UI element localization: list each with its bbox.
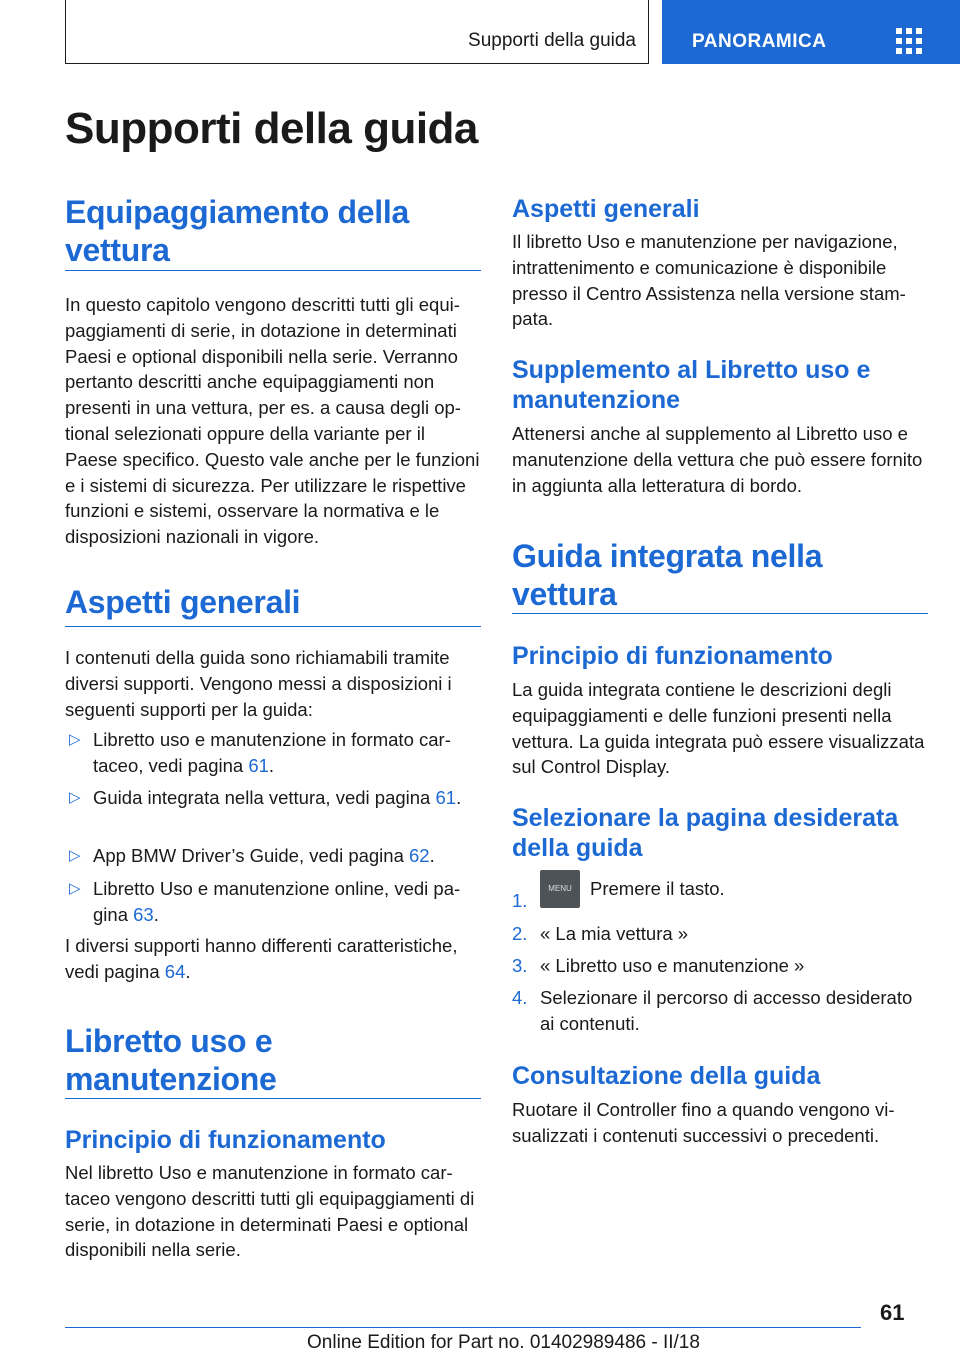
page-title: Supporti della guida [65, 104, 478, 153]
header-section-title: Supporti della guida [468, 30, 636, 51]
grid-icon [896, 28, 922, 54]
page-link[interactable]: 61 [248, 754, 269, 776]
footer-divider [65, 1327, 861, 1328]
page-link[interactable]: 62 [409, 845, 430, 866]
divider [65, 1098, 481, 1099]
principle-text: Nel libretto Uso e manutenzione in formato cartaceo vengono descritti tutti gli equipaggiamenti di serie, in dotazione in determinati Paesi e optional disponibili nella serie. [65, 1162, 475, 1261]
consult-heading: Consultazione della guida [512, 1062, 821, 1090]
principle-heading: Principio di funzionamento [65, 1126, 386, 1154]
general-subheading: Aspetti generali [512, 195, 700, 223]
principle-subtext: La guida integrata contiene le descrizioni degli equipaggiamenti e delle funzioni presenti nella vettura. La guida integrata può essere visualizzata sul Control Display. [512, 679, 925, 778]
edition-text: Online Edition for Part no. 01402989486 - II/18 [307, 1332, 700, 1353]
differences-text: I diversi supporti hanno differenti caratteristiche, vedi pagina 64. [65, 935, 458, 982]
divider [65, 626, 481, 627]
consult-text: Ruotare il Controller fino a quando vengono visualizzati i contenuti successivi o precedenti. [512, 1099, 895, 1146]
page-link[interactable]: 64 [164, 960, 186, 982]
manual-heading: Libretto uso e manutenzione [65, 1023, 277, 1097]
panoramica-tab-label: PANORAMICA [692, 31, 827, 52]
general-text: I contenuti della guida sono richiamabili tramite diversi supporti. Vengono messi a disposizioni i seguenti supporti per la guida: [65, 647, 452, 720]
principle-subheading: Principio di funzionamento [512, 642, 833, 670]
equipment-text: In questo capitolo vengono descritti tutti gli equipaggiamenti di serie, in dotazione in determinati Paesi e optional disponibili nella serie. Verranno pertanto descritti anche equipaggiamenti non presenti in una vettura, per es. a causa degli optional selezionati oppure della variante per il Paese specifico. Questo vale anche per le funzioni e i sistemi di sicurezza. Per utilizzare le rispettive funzioni e sistemi, osservare la normativa e le disposizioni nazionali in vigore. [65, 294, 480, 548]
triangle-bullet-icon: ▷ [69, 880, 81, 897]
general-heading: Aspetti generali [65, 584, 301, 620]
divider [65, 270, 481, 271]
divider [512, 613, 928, 614]
integrated-guide-heading: Guida integrata nella vettura [512, 538, 823, 612]
page-number: 61 [880, 1300, 905, 1325]
page-link[interactable]: 61 [435, 787, 457, 808]
page-link[interactable]: 63 [133, 903, 154, 925]
triangle-bullet-icon: ▷ [69, 731, 81, 748]
triangle-bullet-icon: ▷ [69, 789, 81, 806]
header-box [65, 0, 649, 64]
general-subtext: Il libretto Uso e manutenzione per navigazione, intrattenimento e comunicazione è disponibile presso il Centro Assistenza nella versione stampata. [512, 231, 906, 330]
triangle-bullet-icon: ▷ [69, 847, 81, 864]
supplement-text: Attenersi anche al supplemento al Libretto uso e manutenzione della vettura che può essere fornito in aggiunta alla letteratura di bordo. [512, 423, 923, 496]
panoramica-tab[interactable] [662, 0, 960, 64]
select-page-heading: Selezionare la pagina desiderata della guida [512, 804, 899, 862]
equipment-heading: Equipaggiamento della vettura [65, 194, 409, 268]
menu-button-icon[interactable]: MENU [540, 870, 580, 908]
supplement-heading: Supplemento al Libretto uso e manutenzione [512, 356, 871, 414]
